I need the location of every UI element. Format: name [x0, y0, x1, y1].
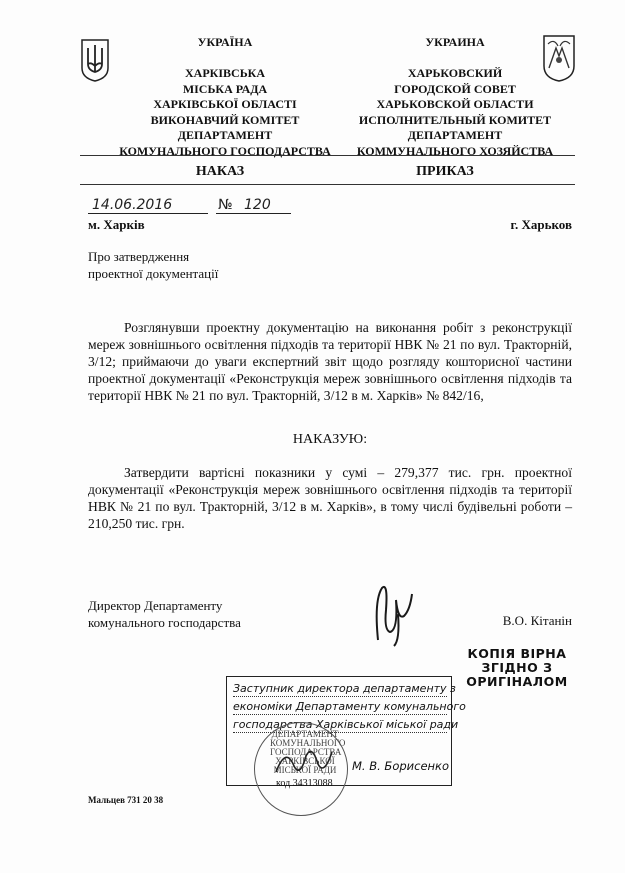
- header-ua-lines: [80, 66, 370, 159]
- body-order-word: НАКАЗУЮ:: [292, 432, 368, 447]
- title-divider: [80, 184, 575, 185]
- stamp-signature: [272, 742, 342, 782]
- date-underline: [88, 213, 208, 214]
- seal-text-line: ДЕПАРТАМЕНТ: [271, 729, 339, 739]
- place-ua: м. Харків: [88, 217, 145, 232]
- seal-text-line: ХАРКІВСЬКОЇ: [275, 756, 335, 766]
- header-ua-line: ДЕПАРТАМЕНТ: [177, 128, 273, 142]
- header-ru-lines: [345, 66, 565, 159]
- header-ru-line: ДЕПАРТАМЕНТ: [407, 128, 503, 142]
- header-ru-line: ИСПОЛНИТЕЛЬНЫЙ КОМИТЕТ: [358, 112, 552, 127]
- header-ua-line: ХАРКІВСЬКА: [184, 66, 265, 80]
- certify-stamp-line: економіки Департаменту комунального: [233, 697, 447, 715]
- signature-position-line: Директор Департаменту: [88, 598, 223, 613]
- header-ru-country: УКРАИНА: [425, 35, 485, 49]
- header-ru-line: КОММУНАЛЬНОГО ХОЗЯЙСТВА: [356, 143, 554, 158]
- copy-stamp-line: ОРИГІНАЛОМ: [466, 674, 568, 689]
- copy-stamp: [462, 647, 572, 689]
- header-ru-line: ХАРЬКОВСКОЙ ОБЛАСТИ: [376, 97, 534, 111]
- footer-contact: Мальцев 731 20 38: [88, 795, 164, 805]
- header-ua-line: ХАРКІВСЬКОЇ ОБЛАСТІ: [153, 97, 297, 111]
- certify-stamp-line: Заступник директора департаменту з: [233, 682, 456, 695]
- place-ru: г. Харьков: [510, 217, 572, 232]
- header-ru-line: ГОРОДСКОЙ СОВЕТ: [394, 81, 516, 96]
- seal-text-line: КОМУНАЛЬНОГО: [270, 738, 346, 748]
- certify-stamp-line: господарства Харківської міської ради: [233, 715, 447, 733]
- number-underline: [216, 213, 291, 214]
- order-number-label: №: [218, 197, 233, 213]
- subject: [88, 248, 218, 282]
- header-ua-line: ВИКОНАВЧИЙ КОМІТЕТ: [150, 112, 300, 127]
- header-ru-line: ХАРЬКОВСКИЙ: [407, 66, 503, 80]
- handwritten-signature: [368, 580, 418, 650]
- copy-stamp-line: КОПІЯ ВІРНА: [467, 646, 567, 661]
- seal-text-line: МІСЬКОЇ РАДИ: [273, 765, 337, 775]
- subject-line: проектної документації: [88, 266, 219, 281]
- title-ru: ПРИКАЗ: [416, 164, 474, 179]
- title-ua: НАКАЗ: [195, 164, 245, 179]
- seal-text-line: ГОСПОДАРСТВА: [270, 747, 342, 757]
- signature-position-line: комунального господарства: [88, 615, 241, 630]
- signature-position: [88, 597, 241, 631]
- seal-code: код 34313088: [276, 778, 333, 789]
- subject-line: Про затвердження: [88, 249, 190, 264]
- copy-stamp-line: ЗГІДНО З: [481, 660, 553, 675]
- certify-name: М. В. Борисенко: [352, 759, 450, 773]
- header-divider: [80, 155, 575, 156]
- header-ua-country: УКРАЇНА: [197, 35, 253, 49]
- body-decision: Затвердити вартісні показники у сумі – 279,377 тис. грн. проектної документації «Реконструкція мереж зовнішнього освітлення підходів та території НВК № 21 по вул. Тракторній, 3/12 в м. Харків», в тому числі будівельні роботи – 210,250 тис. грн.: [88, 465, 572, 531]
- header-ua-line: КОМУНАЛЬНОГО ГОСПОДАРСТВА: [119, 143, 331, 158]
- header-ua-line: МІСЬКА РАДА: [182, 81, 268, 96]
- order-date: 14.06.2016: [92, 197, 173, 213]
- certify-stamp-text: [233, 682, 466, 733]
- order-number: 120: [244, 197, 271, 213]
- body-intro: Розглянувши проектну документацію на виконання робіт з реконструкції мереж зовнішнього освітлення підходів та території НВК № 21 по вул. Тракторній, 3/12; приймаючи до уваги експертний звіт щодо розгляду кошторисної частини проектної документації «Реконструкція мереж зовнішнього освітлення підходів та території НВК № 21 по вул. Тракторній, 3/12 в м. Харків» № 842/16,: [88, 320, 572, 403]
- signature-name: В.О. Кітанін: [502, 613, 572, 628]
